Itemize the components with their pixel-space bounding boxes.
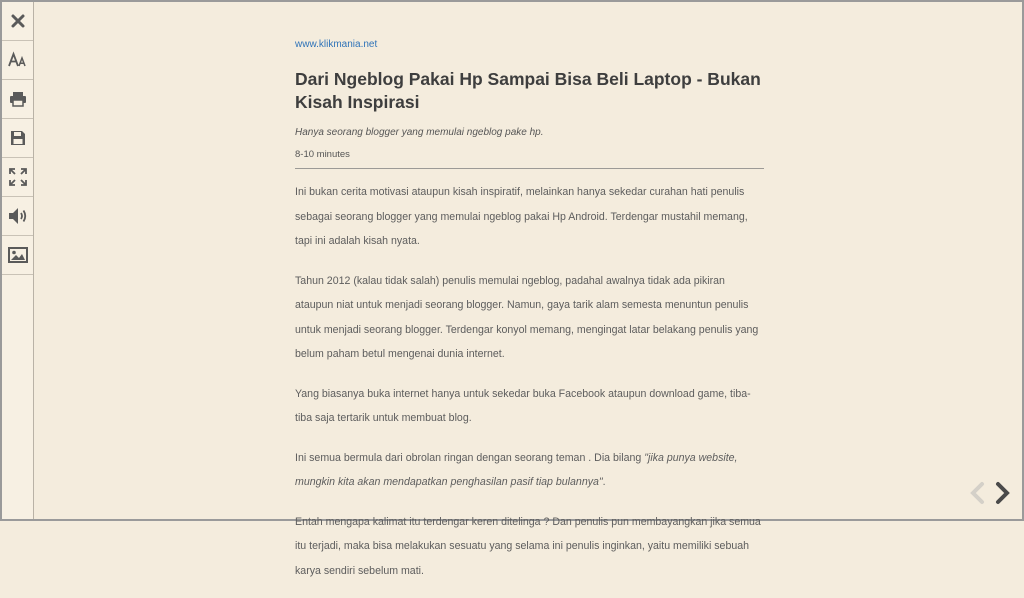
save-button[interactable] <box>2 119 33 158</box>
paragraph: Tahun 2012 (kalau tidak salah) penulis memulai ngeblog, padahal awalnya tidak ada pikiran ataupun niat untuk menjadi seorang blogger. Namun, gaya tarik alam semesta menuntun penulis untuk menjadi seorang blogger. Terdengar konyol memang, mengingat latar belakang penulis yang belum paham betul mengenai dunia internet. <box>295 274 759 360</box>
print-icon <box>9 91 27 107</box>
article-subtitle: Hanya seorang blogger yang memulai ngeblog pake hp. <box>295 127 544 138</box>
font-size-button[interactable] <box>2 41 33 80</box>
quote-text: "jika punya website, mungkin kita akan mendapatkan penghasilan pasif tiap bulannya" <box>295 451 738 488</box>
close-button[interactable] <box>2 2 33 41</box>
reader-toolbar <box>2 2 34 519</box>
paragraph: Ini bukan cerita motivasi ataupun kisah inspiratif, melainkan hanya sekedar curahan hati penulis sebagai seorang blogger yang memulai ngeblog pakai Hp Android. Terdengar mustahil memang, tapi ini adalah kisah nyata. <box>295 186 748 247</box>
paragraph: Yang biasanya buka internet hanya untuk sekedar buka Facebook ataupun download game, tiba-tiba saja tertarik untuk membuat blog. <box>295 387 751 424</box>
divider <box>295 168 764 169</box>
read-time: 8-10 minutes <box>295 149 350 160</box>
image-button[interactable] <box>2 236 33 275</box>
speaker-icon <box>8 207 28 225</box>
image-icon <box>8 247 28 263</box>
source-domain-link[interactable]: www.klikmania.net <box>295 39 378 50</box>
chevron-right-icon[interactable] <box>994 481 1012 505</box>
close-icon <box>11 14 25 28</box>
article-body <box>295 180 765 598</box>
fullscreen-button[interactable] <box>2 158 33 197</box>
article-title: Dari Ngeblog Pakai Hp Sampai Bisa Beli Laptop - Bukan Kisah Inspirasi <box>295 69 761 112</box>
quote-lead: Ini semua bermula dari obrolan ringan dengan seorang teman . Dia bilang <box>295 451 645 464</box>
fullscreen-icon <box>9 168 27 186</box>
font-size-icon <box>8 53 28 67</box>
save-icon <box>10 130 26 146</box>
quote-tail: . <box>602 476 606 488</box>
paragraph-with-quote <box>295 446 765 495</box>
print-button[interactable] <box>2 80 33 119</box>
page-navigation <box>968 481 1012 505</box>
chevron-left-icon[interactable] <box>968 481 986 505</box>
paragraph: Entah mengapa kalimat itu terdengar keren ditelinga ? Dan penulis pun membayangkan jika semua itu terjadi, maka bisa melakukan sesuatu yang selama ini penulis inginkan, yaitu memiliki sebuah karya sendiri sebelum mati. <box>295 515 761 577</box>
speak-button[interactable] <box>2 197 33 236</box>
